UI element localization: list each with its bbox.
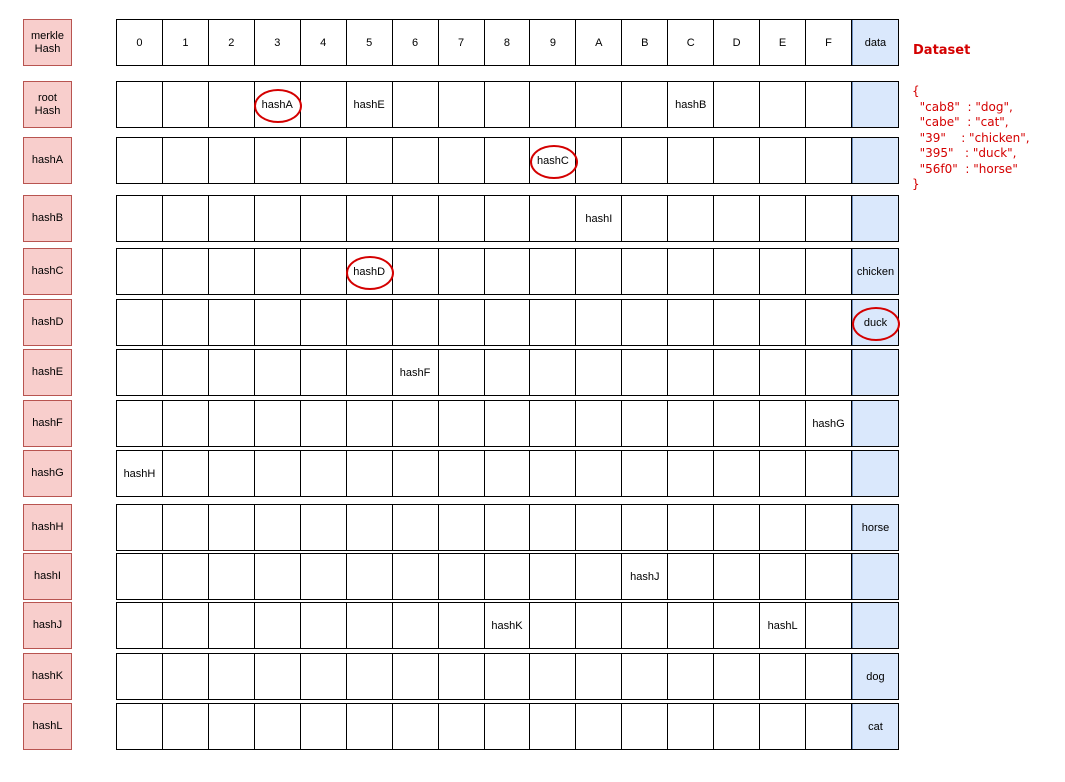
- table-row: [116, 400, 899, 447]
- hash-cell: [576, 704, 622, 749]
- hash-cell: [117, 603, 163, 648]
- hash-cell: [806, 138, 852, 183]
- hash-cell: [806, 603, 852, 648]
- hash-cell: [760, 704, 806, 749]
- hash-cell: [576, 401, 622, 446]
- column-header-3: 3: [255, 20, 301, 65]
- hash-cell: [485, 82, 531, 127]
- row-label: hashB: [23, 195, 72, 242]
- hash-cell: [393, 451, 439, 496]
- hash-cell: [806, 249, 852, 294]
- hash-cell: [439, 82, 485, 127]
- hash-cell: [622, 704, 668, 749]
- column-header-8: 8: [485, 20, 531, 65]
- hash-cell: [622, 654, 668, 699]
- hash-cell: [209, 704, 255, 749]
- hash-cell: [439, 401, 485, 446]
- hash-cell: [347, 350, 393, 395]
- hash-cell: [255, 350, 301, 395]
- column-header-9: 9: [530, 20, 576, 65]
- hash-cell: [255, 704, 301, 749]
- data-cell: [852, 554, 898, 599]
- hash-cell: [117, 505, 163, 550]
- data-cell: [852, 451, 898, 496]
- data-cell: cat: [852, 704, 898, 749]
- table-row: [116, 349, 899, 396]
- column-header-2: 2: [209, 20, 255, 65]
- hash-cell: [347, 505, 393, 550]
- hash-cell: [576, 300, 622, 345]
- hash-cell: [255, 451, 301, 496]
- hash-cell: [530, 603, 576, 648]
- hash-cell: [347, 654, 393, 699]
- hash-cell: [530, 704, 576, 749]
- hash-cell: [714, 451, 760, 496]
- hash-cell: [255, 603, 301, 648]
- hash-cell: [485, 704, 531, 749]
- hash-cell: [806, 704, 852, 749]
- hash-cell: [163, 196, 209, 241]
- column-header-row: [116, 19, 899, 66]
- merkle-hash-header-label: merkle Hash: [23, 19, 72, 66]
- hash-cell: [806, 350, 852, 395]
- row-label: hashF: [23, 400, 72, 447]
- dataset-line: "cab8" : "dog",: [912, 99, 1013, 114]
- hash-cell: [117, 654, 163, 699]
- hash-cell: hashA: [255, 82, 301, 127]
- hash-cell: [209, 350, 255, 395]
- hash-cell: [622, 138, 668, 183]
- hash-cell: [485, 401, 531, 446]
- dataset-line: "395" : "duck",: [912, 146, 1017, 160]
- hash-cell: [668, 603, 714, 648]
- table-row: [116, 248, 899, 295]
- hash-cell: [163, 138, 209, 183]
- hash-cell: [347, 401, 393, 446]
- dataset-title: Dataset: [913, 43, 971, 58]
- hash-cell: [668, 249, 714, 294]
- row-label: hashC: [23, 248, 72, 295]
- column-header-d: D: [714, 20, 760, 65]
- hash-cell: [530, 350, 576, 395]
- hash-cell: [714, 603, 760, 648]
- hash-cell: [393, 138, 439, 183]
- table-row: [116, 504, 899, 551]
- hash-cell: [209, 554, 255, 599]
- hash-cell: [485, 654, 531, 699]
- hash-cell: [576, 603, 622, 648]
- data-cell: horse: [852, 505, 898, 550]
- hash-cell: [393, 82, 439, 127]
- row-label: hashJ: [23, 602, 72, 649]
- data-cell: duck: [852, 300, 898, 345]
- hash-cell: [485, 451, 531, 496]
- hash-cell: [668, 300, 714, 345]
- data-cell: dog: [852, 654, 898, 699]
- hash-cell: [439, 196, 485, 241]
- hash-cell: hashF: [393, 350, 439, 395]
- hash-cell: [393, 554, 439, 599]
- hash-cell: [485, 196, 531, 241]
- hash-cell: [714, 82, 760, 127]
- hash-cell: [760, 249, 806, 294]
- hash-cell: [301, 350, 347, 395]
- hash-cell: [301, 505, 347, 550]
- hash-cell: [668, 401, 714, 446]
- data-cell: chicken: [852, 249, 898, 294]
- hash-cell: [485, 554, 531, 599]
- hash-cell: [163, 300, 209, 345]
- hash-cell: [255, 300, 301, 345]
- hash-cell: [163, 554, 209, 599]
- hash-cell: [117, 554, 163, 599]
- hash-cell: [163, 249, 209, 294]
- row-label: hashL: [23, 703, 72, 750]
- hash-cell: [301, 249, 347, 294]
- hash-cell: hashC: [530, 138, 576, 183]
- row-label: hashA: [23, 137, 72, 184]
- hash-cell: [347, 451, 393, 496]
- hash-cell: [530, 196, 576, 241]
- hash-cell: [347, 300, 393, 345]
- hash-cell: [668, 350, 714, 395]
- hash-cell: [301, 138, 347, 183]
- hash-cell: [117, 350, 163, 395]
- hash-cell: [301, 196, 347, 241]
- hash-cell: [806, 196, 852, 241]
- hash-cell: [393, 249, 439, 294]
- column-header-f: F: [806, 20, 852, 65]
- hash-cell: [347, 704, 393, 749]
- data-cell: [852, 196, 898, 241]
- column-header-0: 0: [117, 20, 163, 65]
- hash-cell: hashG: [806, 401, 852, 446]
- data-cell: [852, 82, 898, 127]
- hash-cell: [439, 138, 485, 183]
- column-header-5: 5: [347, 20, 393, 65]
- hash-cell: [622, 505, 668, 550]
- hash-cell: [393, 401, 439, 446]
- row-label: hashI: [23, 553, 72, 600]
- hash-cell: [209, 300, 255, 345]
- hash-cell: [806, 300, 852, 345]
- hash-cell: [439, 249, 485, 294]
- hash-cell: hashE: [347, 82, 393, 127]
- hash-cell: [806, 82, 852, 127]
- column-header-a: A: [576, 20, 622, 65]
- hash-cell: [714, 654, 760, 699]
- hash-cell: [209, 654, 255, 699]
- hash-cell: [530, 505, 576, 550]
- table-row: [116, 553, 899, 600]
- hash-cell: [760, 196, 806, 241]
- column-header-e: E: [760, 20, 806, 65]
- hash-cell: [439, 654, 485, 699]
- hash-cell: [760, 554, 806, 599]
- column-header-7: 7: [439, 20, 485, 65]
- hash-cell: [209, 138, 255, 183]
- hash-cell: [301, 603, 347, 648]
- hash-cell: [117, 196, 163, 241]
- hash-cell: [117, 249, 163, 294]
- row-label: hashG: [23, 450, 72, 497]
- hash-cell: [439, 300, 485, 345]
- hash-cell: [163, 350, 209, 395]
- hash-cell: [117, 82, 163, 127]
- hash-cell: [760, 654, 806, 699]
- hash-cell: [806, 451, 852, 496]
- hash-cell: [714, 300, 760, 345]
- hash-cell: hashH: [117, 451, 163, 496]
- hash-cell: [347, 196, 393, 241]
- hash-cell: [760, 300, 806, 345]
- hash-cell: [576, 654, 622, 699]
- hash-cell: [301, 82, 347, 127]
- hash-cell: [530, 249, 576, 294]
- hash-cell: [668, 554, 714, 599]
- hash-cell: [485, 300, 531, 345]
- hash-cell: [163, 505, 209, 550]
- hash-cell: [530, 451, 576, 496]
- hash-cell: [393, 654, 439, 699]
- hash-cell: [255, 505, 301, 550]
- hash-cell: [117, 138, 163, 183]
- hash-cell: [576, 350, 622, 395]
- dataset-line: "56f0" : "horse": [912, 161, 1018, 176]
- hash-cell: [714, 704, 760, 749]
- hash-cell: hashK: [485, 603, 531, 648]
- row-label: hashE: [23, 349, 72, 396]
- table-row: [116, 195, 899, 242]
- hash-cell: [255, 554, 301, 599]
- hash-cell: [485, 350, 531, 395]
- hash-cell: [163, 654, 209, 699]
- hash-cell: hashD: [347, 249, 393, 294]
- hash-cell: [255, 138, 301, 183]
- hash-cell: [255, 196, 301, 241]
- data-cell: [852, 401, 898, 446]
- hash-cell: [668, 451, 714, 496]
- data-cell: [852, 138, 898, 183]
- table-row: [116, 653, 899, 700]
- hash-cell: [117, 704, 163, 749]
- hash-cell: [530, 554, 576, 599]
- hash-cell: [806, 654, 852, 699]
- hash-cell: [760, 82, 806, 127]
- hash-cell: [806, 505, 852, 550]
- hash-cell: [622, 350, 668, 395]
- hash-cell: [163, 82, 209, 127]
- hash-cell: [668, 138, 714, 183]
- hash-cell: [163, 704, 209, 749]
- hash-cell: [622, 401, 668, 446]
- hash-cell: [301, 300, 347, 345]
- dataset-line: {: [912, 84, 920, 98]
- hash-cell: [668, 704, 714, 749]
- hash-cell: [760, 401, 806, 446]
- hash-cell: [439, 554, 485, 599]
- dataset-json: [912, 84, 1030, 193]
- hash-cell: [668, 654, 714, 699]
- column-header-4: 4: [301, 20, 347, 65]
- hash-cell: [209, 196, 255, 241]
- hash-cell: [301, 451, 347, 496]
- hash-cell: [163, 401, 209, 446]
- hash-cell: [439, 505, 485, 550]
- dataset-line: "cabe" : "cat",: [912, 115, 1009, 129]
- hash-cell: hashL: [760, 603, 806, 648]
- hash-cell: [714, 505, 760, 550]
- column-header-data: data: [852, 20, 898, 65]
- hash-cell: [209, 249, 255, 294]
- hash-cell: [668, 505, 714, 550]
- hash-cell: [439, 704, 485, 749]
- hash-cell: [439, 451, 485, 496]
- hash-cell: [301, 401, 347, 446]
- hash-cell: [301, 554, 347, 599]
- data-cell: [852, 350, 898, 395]
- hash-cell: [209, 603, 255, 648]
- hash-cell: [485, 138, 531, 183]
- column-header-6: 6: [393, 20, 439, 65]
- table-row: [116, 137, 899, 184]
- hash-cell: [530, 300, 576, 345]
- hash-cell: [393, 300, 439, 345]
- hash-cell: [622, 82, 668, 127]
- hash-cell: [576, 554, 622, 599]
- column-header-1: 1: [163, 20, 209, 65]
- hash-cell: [347, 138, 393, 183]
- hash-cell: [485, 505, 531, 550]
- hash-cell: [209, 505, 255, 550]
- hash-cell: [576, 505, 622, 550]
- hash-cell: [622, 249, 668, 294]
- hash-cell: [714, 554, 760, 599]
- row-label: hashH: [23, 504, 72, 551]
- hash-cell: [576, 249, 622, 294]
- hash-cell: [714, 350, 760, 395]
- hash-cell: [760, 350, 806, 395]
- hash-cell: [530, 401, 576, 446]
- hash-cell: [576, 138, 622, 183]
- hash-cell: [347, 554, 393, 599]
- hash-cell: [714, 401, 760, 446]
- hash-cell: [347, 603, 393, 648]
- hash-cell: [393, 603, 439, 648]
- row-label: hashK: [23, 653, 72, 700]
- hash-cell: [714, 138, 760, 183]
- hash-cell: [485, 249, 531, 294]
- hash-cell: [530, 654, 576, 699]
- data-cell: [852, 603, 898, 648]
- hash-cell: [806, 554, 852, 599]
- column-header-b: B: [622, 20, 668, 65]
- hash-cell: [393, 704, 439, 749]
- hash-cell: [530, 82, 576, 127]
- table-row: [116, 703, 899, 750]
- hash-cell: [163, 451, 209, 496]
- hash-cell: [622, 196, 668, 241]
- hash-cell: [209, 451, 255, 496]
- hash-cell: [439, 603, 485, 648]
- row-label: hashD: [23, 299, 72, 346]
- hash-cell: [393, 196, 439, 241]
- row-label: root Hash: [23, 81, 72, 128]
- table-row: [116, 81, 899, 128]
- hash-cell: [622, 451, 668, 496]
- table-row: [116, 450, 899, 497]
- hash-cell: [301, 654, 347, 699]
- hash-cell: [255, 654, 301, 699]
- hash-cell: [301, 704, 347, 749]
- table-row: [116, 602, 899, 649]
- column-header-c: C: [668, 20, 714, 65]
- hash-cell: [255, 249, 301, 294]
- hash-cell: [576, 451, 622, 496]
- hash-cell: [117, 401, 163, 446]
- hash-cell: [714, 196, 760, 241]
- hash-cell: [622, 300, 668, 345]
- hash-cell: hashB: [668, 82, 714, 127]
- hash-cell: [439, 350, 485, 395]
- dataset-line: }: [912, 177, 920, 191]
- hash-cell: [760, 138, 806, 183]
- hash-cell: [209, 82, 255, 127]
- hash-cell: [622, 603, 668, 648]
- hash-cell: [760, 505, 806, 550]
- hash-cell: [714, 249, 760, 294]
- dataset-line: "39" : "chicken",: [912, 130, 1030, 145]
- hash-cell: [576, 82, 622, 127]
- hash-cell: [760, 451, 806, 496]
- table-row: [116, 299, 899, 346]
- hash-cell: [117, 300, 163, 345]
- hash-cell: [163, 603, 209, 648]
- hash-cell: [255, 401, 301, 446]
- hash-cell: hashJ: [622, 554, 668, 599]
- hash-cell: [668, 196, 714, 241]
- hash-cell: [209, 401, 255, 446]
- hash-cell: hashI: [576, 196, 622, 241]
- hash-cell: [393, 505, 439, 550]
